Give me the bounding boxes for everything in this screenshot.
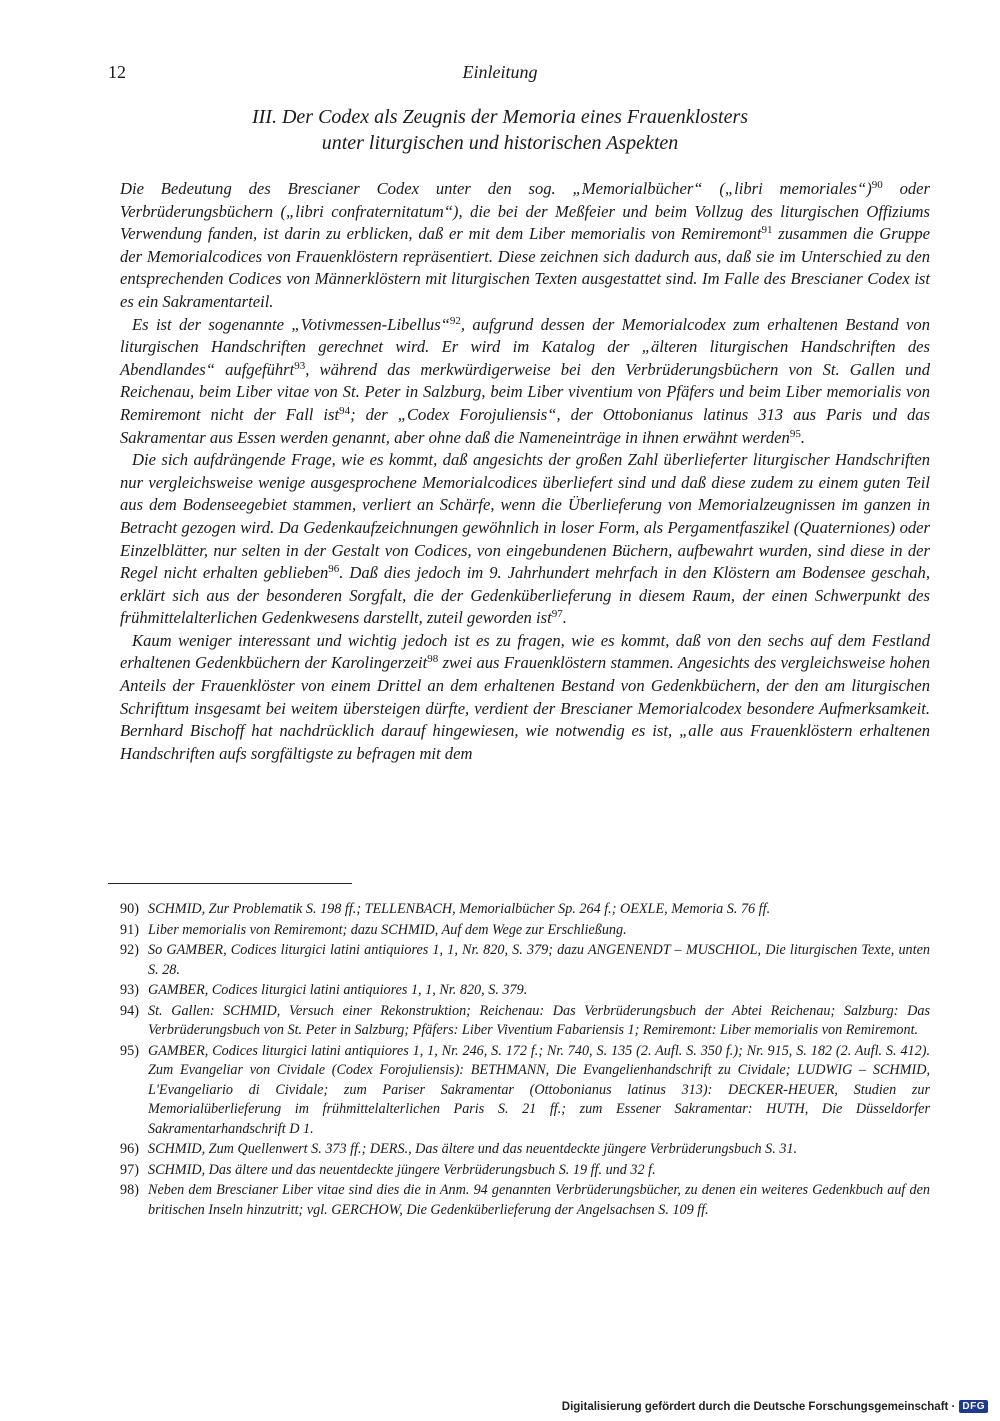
footnote-number: 90) (120, 901, 139, 917)
paragraph-1 (120, 178, 930, 314)
paragraph-text-segment: zwei aus Frauenklöstern stammen. Angesichts des vergleichsweise hohen Anteils der Frauenklöster von einem Drittel an dem erhaltenen Bestand von Gedenkbüchern, der den am liturgischen Schrifttum insgesamt bei weitem übersteigen dürfte, verdient der Brescianer Memorialcodex besondere Aufmerksamkeit. Bernhard Bischoff hat nachdrücklich darauf hingewiesen, wie notwendig es ist, „alle aus Frauenklöstern erhaltenen Handschriften aufs sorgfältigste zu befragen mit dem (120, 653, 930, 763)
paragraph-3 (120, 449, 930, 630)
footnote-marker: 93 (294, 359, 306, 372)
paragraph-text-segment: zusammen die Gruppe der Memorialcodices von Frauenklöstern repräsentiert. Diese zeichnen sich dadurch aus, daß sie im Unterschied zu den entsprechenden Codices von Männerklöstern mit liturgischen Texten ausgestattet sind. Im Falle des Brescianer Codex ist es ein Sakramentarteil. (120, 224, 930, 311)
section-title (150, 104, 850, 156)
footnote-number: 91) (120, 921, 139, 938)
footnote (120, 1161, 930, 1181)
paragraph-text-segment: , während das merkwürdigerweise bei den Verbrüderungsbüchern von St. Gallen und Reichenau, beim Liber vitae von St. Peter in Salzburg, beim Liber viventium von Pfäfers und beim Liber memorialis von Remiremont nicht der Fall ist (120, 359, 930, 424)
footnote (120, 1042, 930, 1140)
paragraph-4 (120, 630, 930, 766)
paragraph-text-segment: . Daß dies jedoch im 9. Jahrhundert mehrfach in den Klöstern am Bodensee geschah, erklärt sich aus der besonderen Sorgfalt, die der Gedenküberlieferung in diesem Raum, der einen Schwerpunkt des frühmittelalterlichen Gedenkwesens darstellt, zuteil geworden ist (120, 563, 930, 628)
footnote-text: GAMBER, Codices liturgici latini antiquiores 1, 1, Nr. 820, S. 379. (148, 982, 528, 998)
footnote-number: 98) (120, 1182, 139, 1198)
footnote-text: So GAMBER, Codices liturgici latini antiquiores 1, 1, Nr. 820, S. 379; dazu ANGENENDT – MUSCHIOL, Die liturgischen Texte, unten S. 28. (148, 942, 930, 978)
footnote (120, 900, 930, 920)
section-title-line-1: III. Der Codex als Zeugnis der Memoria eines Frauenklosters (251, 106, 749, 128)
page-number: 12 (108, 62, 126, 82)
footnote (120, 1140, 930, 1160)
paragraph-text-segment: . (562, 608, 567, 628)
footnote-marker: 91 (761, 224, 773, 237)
paragraph-text-segment: . (800, 427, 805, 447)
footnote-number: 96) (120, 1141, 139, 1157)
footnote-text: SCHMID, Zum Quellenwert S. 373 ff.; DERS., Das ältere und das neuentdeckte jüngere Verbrüderungsbuch S. 31. (148, 1141, 798, 1157)
footnote (120, 941, 930, 980)
footnote-marker: 90 (871, 179, 883, 191)
footnote-text: SCHMID, Das ältere und das neuentdeckte jüngere Verbrüderungsbuch S. 19 ff. und 32 f. (148, 1161, 656, 1178)
footnote-marker: 98 (427, 653, 439, 666)
footnote-text: Neben dem Brescianer Liber vitae sind dies die in Anm. 94 genannten Verbrüderungsbücher, zu denen ein weiteres Gedenkbuch auf den britischen Inseln hinzutritt; vgl. GERCHOW, Die Gedenküberlieferung der Angelsachsen S. 109 ff. (148, 1182, 930, 1218)
footnote (120, 981, 930, 1001)
digitization-credit (562, 1400, 988, 1413)
paragraph-text-segment: Kaum weniger interessant und wichtig jedoch ist es zu fragen, wie es kommt, daß von den sechs auf dem Festland erhaltenen Gedenkbüchern der Karolingerzeit (120, 630, 930, 673)
footnote (120, 1002, 930, 1041)
footnote-marker: 94 (339, 404, 351, 417)
running-head: Einleitung (462, 62, 538, 82)
footnote-number: 95) (120, 1042, 139, 1059)
footnote-text: GAMBER, Codices liturgici latini antiquiores 1, 1, Nr. 246, S. 172 f.; Nr. 740, S. 135 (2. Aufl. S. 350 f.); Nr. 915, S. 182 (2. Aufl. S. 412). Zum Evangeliar von Cividale (Codex Forojuliensis): BETHMANN, Die Evangelienhandschrift zu Cividale; LUDWIG – SCHMID, L'Evangeliario di Cividale; zum Pariser Sakramentar (Ottobonianus latinus 313): DECKER-HEUER, Studien zur Memorialüberlieferung im frühmittelalterlichen Paris S. 21 ff.; zum Essener Sakramentar: HUTH, Die Düsseldorfer Sakramentarhandschrift D 1. (148, 1042, 930, 1137)
paragraph-text-segment: Die sich aufdrängende Frage, wie es kommt, daß angesichts der großen Zahl überlieferter liturgischer Handschriften nur vergleichsweise wenige ausgesprochene Memorialcodices überliefert sind und daß diese zudem zu einem guten Teil aus dem Bodenseegebiet stammen, verliert an Schärfe, wenn die Überlieferung von Memorialzeugnissen im ganzen in Betracht gezogen wird. Da Gedenkaufzeichnungen gewöhnlich in loser Form, als Pergamentfaszikel (Quaterniones) oder Einzelblätter, nur selten in der Gestalt von Codices, von eingebundenen Büchern, aufbewahrt wurden, sind diese in der Regel nicht erhalten geblieben (120, 450, 930, 583)
footnote-number: 94) (120, 1002, 139, 1019)
paragraph-text-segment: Es ist der sogenannte „Votivmessen-Libellus“ (132, 314, 450, 334)
footnote-marker: 95 (789, 427, 801, 440)
footnote-divider (108, 883, 352, 884)
footnote-marker: 92 (449, 314, 461, 327)
paragraph-text-segment: Die Bedeutung des Brescianer Codex unter den sog. „Memorialbücher“ („libri memoriales“) (120, 179, 872, 198)
footnote-text: SCHMID, Zur Problematik S. 198 ff.; TELLENBACH, Memorialbücher Sp. 264 f.; OEXLE, Memoria S. 76 ff. (148, 901, 771, 917)
paragraph-2 (120, 314, 930, 450)
credit-text: Digitalisierung gefördert durch die Deutsche Forschungsgemeinschaft · (561, 1400, 956, 1413)
section-title-line-2: unter liturgischen und historischen Aspekten (321, 132, 679, 154)
footnote-number: 92) (120, 942, 139, 958)
paragraph-text-segment: , aufgrund dessen der Memorialcodex zum erhaltenen Bestand von liturgischen Handschriften gerechnet wird. Er wird im Katalog der „älteren liturgischen Handschriften des Abendlandes“ aufgeführt (120, 314, 930, 379)
footnote-marker: 97 (551, 608, 563, 621)
body-text (120, 178, 930, 765)
paragraph-text-segment: oder Verbrüderungsbüchern („libri confraternitatum“), die bei der Meßfeier und beim Vollzug des liturgischen Offiziums Verwendung fanden, ist darin zu erblicken, daß er mit dem Liber memorialis von Remiremont (120, 179, 930, 244)
footnotes (120, 900, 930, 1221)
footnote (120, 1181, 930, 1220)
footnote-number: 93) (120, 982, 139, 998)
dfg-logo: DFG (959, 1400, 988, 1413)
footnote (120, 921, 930, 941)
footnote-text: St. Gallen: SCHMID, Versuch einer Rekonstruktion; Reichenau: Das Verbrüderungsbuch der Abtei Reichenau; Salzburg: Das Verbrüderungsbuch von St. Peter in Salzburg; Pfäfers: Liber Viventium Fabariensis 1; Remiremont: Liber memorialis von Remiremont. (148, 1002, 930, 1038)
footnote-number: 97) (120, 1161, 139, 1178)
footnote-text: Liber memorialis von Remiremont; dazu SCHMID, Auf dem Wege zur Erschließung. (148, 921, 627, 938)
paragraph-text-segment: ; der „Codex Forojuliensis“, der Ottobonianus latinus 313 aus Paris und das Sakramentar aus Essen werden genannt, aber ohne daß die Nameneinträge in ihnen erwähnt werden (120, 404, 931, 447)
footnote-marker: 96 (328, 563, 340, 576)
